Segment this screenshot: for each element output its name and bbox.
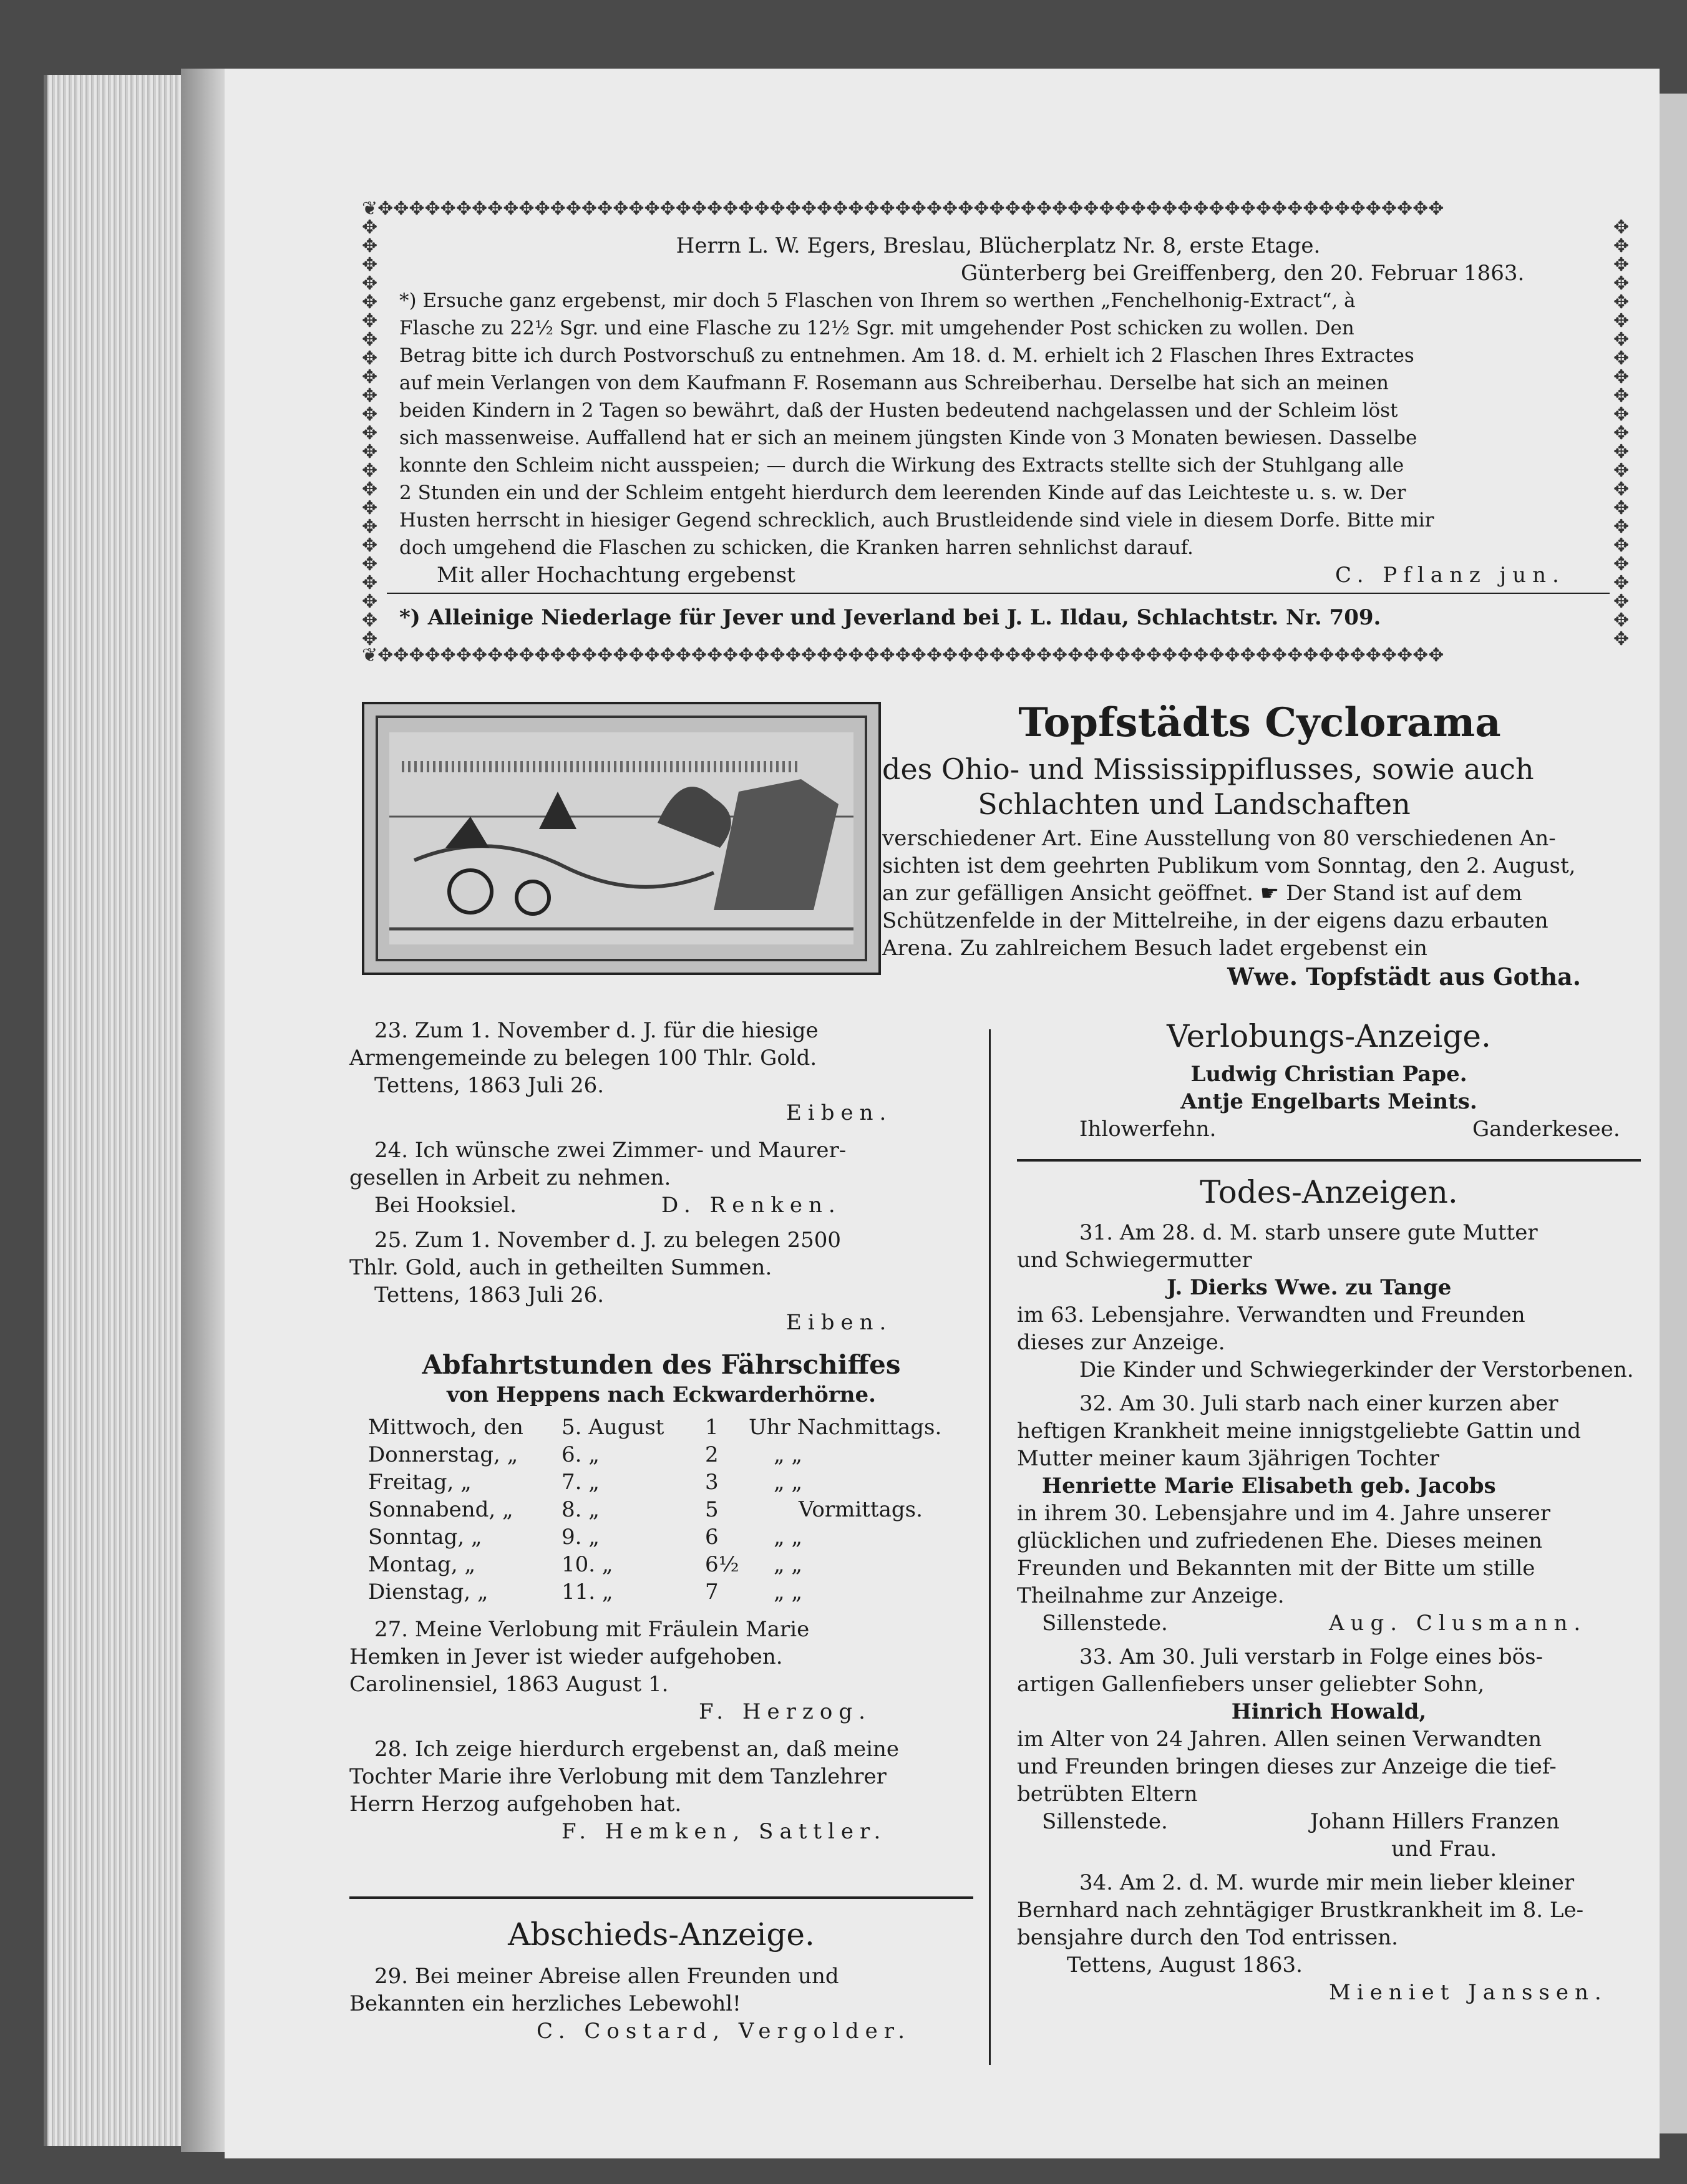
ferry-subtitle: von Heppens nach Eckwarderhörne.	[447, 1382, 876, 1407]
ferry-time: „ „	[774, 1580, 803, 1604]
notice-29-signature: C. Costard, Vergolder.	[537, 2019, 912, 2044]
cyclorama-body: Schützenfelde in der Mittelreihe, in der eigens dazu erbauten	[882, 908, 1548, 933]
notice-28-line: Tochter Marie ihre Verlobung mit dem Tanzlehrer	[349, 1764, 887, 1789]
engagement-name: Ludwig Christian Pape.	[1190, 1062, 1467, 1087]
engagement-title: Verlobungs-Anzeige.	[1167, 1018, 1491, 1054]
ferry-time: Uhr Nachmittags.	[749, 1415, 942, 1440]
ad1-line: *) Ersuche ganz ergebenst, mir doch 5 Flaschen von Ihrem so werthen „Fenchelhonig-Extract“, à	[399, 289, 1356, 312]
notice-28-line: 28. Ich zeige hierdurch ergebenst an, daß meine	[374, 1737, 900, 1762]
ad1-footer: *) Alleinige Niederlage für Jever und Jeverland bei J. L. Ildau, Schlachtstr. Nr. 709.	[399, 605, 1381, 630]
ad1-divider	[387, 593, 1610, 594]
ad1-line: beiden Kindern in 2 Tagen so bewährt, daß der Husten bedeutend nachgelassen und der Schleim löst	[399, 399, 1398, 422]
notice-33-line: 33. Am 30. Juli verstarb in Folge eines bös-	[1079, 1644, 1544, 1669]
engagement-name: Antje Engelbarts Meints.	[1180, 1089, 1477, 1114]
notice-34-line: bensjahre durch den Tod entrissen.	[1017, 1925, 1398, 1950]
notice-25-line: Thlr. Gold, auch in getheilten Summen.	[349, 1255, 772, 1280]
notice-33-line: und Freunden bringen dieses zur Anzeige die tief-	[1017, 1754, 1557, 1779]
notice-32-place: Sillenstede.	[1042, 1611, 1168, 1636]
notice-34-line: Bernhard nach zehntägiger Brustkrankheit im 8. Le-	[1017, 1898, 1584, 1923]
notice-29-line: 29. Bei meiner Abreise allen Freunden und	[374, 1964, 839, 1989]
notice-24-line: 24. Ich wünsche zwei Zimmer- und Maurer-	[374, 1138, 847, 1163]
engraving-illustration	[364, 704, 878, 973]
notice-27-line: Carolinensiel, 1863 August 1.	[349, 1672, 669, 1697]
notice-23-line: Armengemeinde zu belegen 100 Thlr. Gold.	[349, 1046, 817, 1070]
ferry-day: Freitag, „	[368, 1470, 472, 1495]
ad1-place-date: Günterberg bei Greiffenberg, den 20. Februar 1863.	[961, 261, 1525, 286]
notice-27-line: Hemken in Jever ist wieder aufgehoben.	[349, 1644, 783, 1669]
death-divider	[1017, 1159, 1641, 1162]
notice-31-signature: Die Kinder und Schwiegerkinder der Verstorbenen.	[1079, 1357, 1634, 1382]
ferry-hour: 1	[705, 1415, 719, 1440]
ad1-closing: Mit aller Hochachtung ergebenst	[437, 563, 795, 588]
ad1-line: konnte den Schleim nicht ausspeien; — durch die Wirkung des Extracts stellte sich der Stuhlgang alle	[399, 454, 1404, 477]
ornament-border-top: ❦✥✥✥✥✥✥✥✥✥✥✥✥✥✥✥✥✥✥✥✥✥✥✥✥✥✥✥✥✥✥✥✥✥✥✥✥✥✥✥✥✥✥✥✥✥✥✥✥✥✥✥✥✥✥✥✥✥✥✥✥✥✥✥✥✥✥✥✥	[362, 200, 1444, 220]
notice-23-line: Tettens, 1863 Juli 26.	[374, 1073, 605, 1098]
ferry-hour: 6½	[705, 1552, 739, 1577]
ad1-signature: C. Pflanz jun.	[1335, 563, 1565, 588]
ad1-address: Herrn L. W. Egers, Breslau, Blücherplatz Nr. 8, erste Etage.	[676, 233, 1321, 258]
notice-32-line: 32. Am 30. Juli starb nach einer kurzen aber	[1079, 1391, 1558, 1416]
book-page-edges	[44, 75, 185, 2146]
ferry-time: „ „	[774, 1552, 803, 1577]
farewell-divider	[349, 1896, 973, 1899]
notice-24-line: gesellen in Arbeit zu nehmen.	[349, 1165, 671, 1190]
facing-page-edge	[1656, 94, 1687, 2133]
ferry-date: 9. „	[562, 1525, 600, 1550]
ferry-date: 10. „	[562, 1552, 613, 1577]
cyclorama-engraving	[362, 702, 881, 975]
notice-31-line: 31. Am 28. d. M. starb unsere gute Mutter	[1079, 1220, 1538, 1245]
notice-24-signature: D. Renken.	[661, 1193, 842, 1218]
notice-33-line: betrübten Eltern	[1017, 1782, 1198, 1807]
ferry-title: Abfahrtstunden des Fährschiffes	[422, 1349, 901, 1380]
death-title: Todes-Anzeigen.	[1200, 1174, 1458, 1210]
notice-34-line: 34. Am 2. d. M. wurde mir mein lieber kleiner	[1079, 1870, 1575, 1895]
notice-34-line: Tettens, August 1863.	[1067, 1953, 1303, 1978]
ad1-line: doch umgehend die Flaschen zu schicken, die Kranken harren sehnlichst darauf.	[399, 536, 1194, 559]
notice-29-line: Bekannten ein herzliches Lebewohl!	[349, 1991, 741, 2016]
notice-32-line: heftigen Krankheit meine innigstgeliebte Gattin und	[1017, 1419, 1582, 1444]
ad1-line: Flasche zu 22½ Sgr. und eine Flasche zu 12½ Sgr. mit umgehender Post schicken zu wollen. Den	[399, 317, 1354, 339]
ferry-time: Vormittags.	[799, 1497, 923, 1522]
farewell-title: Abschieds-Anzeige.	[508, 1916, 815, 1953]
notice-32-line: glücklichen und zufriedenen Ehe. Dieses meinen	[1017, 1528, 1542, 1553]
ferry-hour: 2	[705, 1442, 719, 1467]
notice-33-signature: und Frau.	[1391, 1837, 1497, 1861]
notice-33-place: Sillenstede.	[1042, 1809, 1168, 1834]
column-divider	[989, 1029, 991, 2065]
engagement-place: Ganderkesee.	[1472, 1117, 1620, 1142]
fenchelhonig-advertisement	[362, 200, 1635, 674]
notice-32-line: in ihrem 30. Lebensjahre und im 4. Jahre unserer	[1017, 1501, 1550, 1526]
ferry-day: Donnerstag, „	[368, 1442, 518, 1467]
notice-31-line: und Schwiegermutter	[1017, 1248, 1252, 1273]
ornament-border-left: ✥ ✥ ✥ ✥ ✥ ✥ ✥ ✥ ✥ ✥ ✥ ✥ ✥ ✥ ✥ ✥ ✥ ✥ ✥ ✥ ✥ ✥ ✥	[362, 218, 378, 649]
cyclorama-advertisement	[882, 699, 1637, 998]
notice-27-signature: F. Herzog.	[699, 1699, 872, 1724]
cyclorama-line1: des Ohio- und Mississippiflusses, sowie auch	[882, 752, 1534, 786]
notice-25-line: Tettens, 1863 Juli 26.	[374, 1283, 605, 1308]
ferry-date: 7. „	[562, 1470, 600, 1495]
notice-28-line: Herrn Herzog aufgehoben hat.	[349, 1792, 682, 1817]
notice-32-line: Theilnahme zur Anzeige.	[1017, 1583, 1285, 1608]
ad1-line: auf mein Verlangen von dem Kaufmann F. Rosemann aus Schreiberhau. Derselbe hat sich an meinen	[399, 372, 1389, 394]
cyclorama-body: Arena. Zu zahlreichem Besuch ladet ergebenst ein	[882, 936, 1427, 961]
cyclorama-body: sichten ist dem geehrten Publikum vom Sonntag, den 2. August,	[882, 853, 1576, 878]
notice-33-name: Hinrich Howald,	[1231, 1699, 1427, 1724]
notice-31-line: im 63. Lebensjahre. Verwandten und Freunden	[1017, 1303, 1525, 1327]
ferry-time: „ „	[774, 1470, 803, 1495]
notice-23-line: 23. Zum 1. November d. J. für die hiesige	[374, 1018, 819, 1043]
ferry-day: Dienstag, „	[368, 1580, 489, 1604]
notice-33-line: im Alter von 24 Jahren. Allen seinen Verwandten	[1017, 1727, 1542, 1752]
right-column	[1017, 1017, 1641, 2077]
cyclorama-title: Topfstädts Cyclorama	[1018, 699, 1501, 746]
notice-23-signature: Eiben.	[786, 1100, 893, 1125]
ferry-time: „ „	[774, 1525, 803, 1550]
ferry-day: Sonnabend, „	[368, 1497, 513, 1522]
ad1-line: 2 Stunden ein und der Schleim entgeht hierdurch dem leerenden Kinde auf das Leichteste u. s. w. Der	[399, 482, 1406, 504]
notice-32-line: Mutter meiner kaum 3jährigen Tochter	[1017, 1446, 1439, 1471]
ferry-day: Sonntag, „	[368, 1525, 482, 1550]
ornament-border-right: ✥ ✥ ✥ ✥ ✥ ✥ ✥ ✥ ✥ ✥ ✥ ✥ ✥ ✥ ✥ ✥ ✥ ✥ ✥ ✥ ✥ ✥ ✥	[1613, 218, 1630, 649]
ornament-border-bottom: ❦✥✥✥✥✥✥✥✥✥✥✥✥✥✥✥✥✥✥✥✥✥✥✥✥✥✥✥✥✥✥✥✥✥✥✥✥✥✥✥✥✥✥✥✥✥✥✥✥✥✥✥✥✥✥✥✥✥✥✥✥✥✥✥✥✥✥✥✥	[362, 646, 1444, 666]
notice-25-line: 25. Zum 1. November d. J. zu belegen 2500	[374, 1228, 842, 1253]
ferry-hour: 3	[705, 1470, 719, 1495]
notice-33-line: artigen Gallenfiebers unser geliebter Sohn,	[1017, 1672, 1485, 1697]
cyclorama-body: verschiedener Art. Eine Ausstellung von 80 verschiedenen An-	[882, 826, 1556, 851]
notice-32-signature: Aug. Clusmann.	[1329, 1611, 1587, 1636]
ferry-hour: 5	[705, 1497, 719, 1522]
left-column	[349, 1017, 973, 2077]
cyclorama-line2: Schlachten und Landschaften	[978, 787, 1411, 821]
notice-25-signature: Eiben.	[786, 1310, 893, 1335]
ad1-line: sich massenweise. Auffallend hat er sich an meinem jüngsten Kinde von 3 Monaten bewiesen. Dasselbe	[399, 427, 1417, 449]
notice-31-name: J. Dierks Wwe. zu Tange	[1167, 1275, 1452, 1300]
notice-32-name: Henriette Marie Elisabeth geb. Jacobs	[1042, 1473, 1496, 1498]
notice-24-line: Bei Hooksiel.	[374, 1193, 517, 1218]
ferry-date: 8. „	[562, 1497, 600, 1522]
ferry-day: Montag, „	[368, 1552, 476, 1577]
ferry-time: „ „	[774, 1442, 803, 1467]
notice-31-line: dieses zur Anzeige.	[1017, 1330, 1225, 1355]
ferry-day: Mittwoch, den	[368, 1415, 523, 1440]
notice-33-signature: Johann Hillers Franzen	[1310, 1809, 1560, 1834]
ferry-date: 6. „	[562, 1442, 600, 1467]
ferry-hour: 7	[705, 1580, 719, 1604]
ad1-line: Betrag bitte ich durch Postvorschuß zu entnehmen. Am 18. d. M. erhielt ich 2 Flaschen Ihres Extractes	[399, 344, 1414, 367]
notice-34-signature: Mieniet Janssen.	[1329, 1980, 1608, 2005]
engagement-place: Ihlowerfehn.	[1079, 1117, 1217, 1142]
notice-27-line: 27. Meine Verlobung mit Fräulein Marie	[374, 1617, 810, 1642]
cyclorama-body: an zur gefälligen Ansicht geöffnet. ☛ Der Stand ist auf dem	[882, 881, 1522, 906]
notice-32-line: Freunden und Bekannten mit der Bitte um stille	[1017, 1556, 1535, 1581]
notice-28-signature: F. Hemken, Sattler.	[562, 1819, 887, 1844]
ad1-line: Husten herrscht in hiesiger Gegend schrecklich, auch Brustleidende sind viele in diesem Dorfe. Bitte mir	[399, 509, 1434, 531]
cyclorama-signature: Wwe. Topfstädt aus Gotha.	[1227, 963, 1581, 991]
ferry-date: 5. August	[562, 1415, 664, 1440]
ferry-date: 11. „	[562, 1580, 613, 1604]
ferry-hour: 6	[705, 1525, 719, 1550]
